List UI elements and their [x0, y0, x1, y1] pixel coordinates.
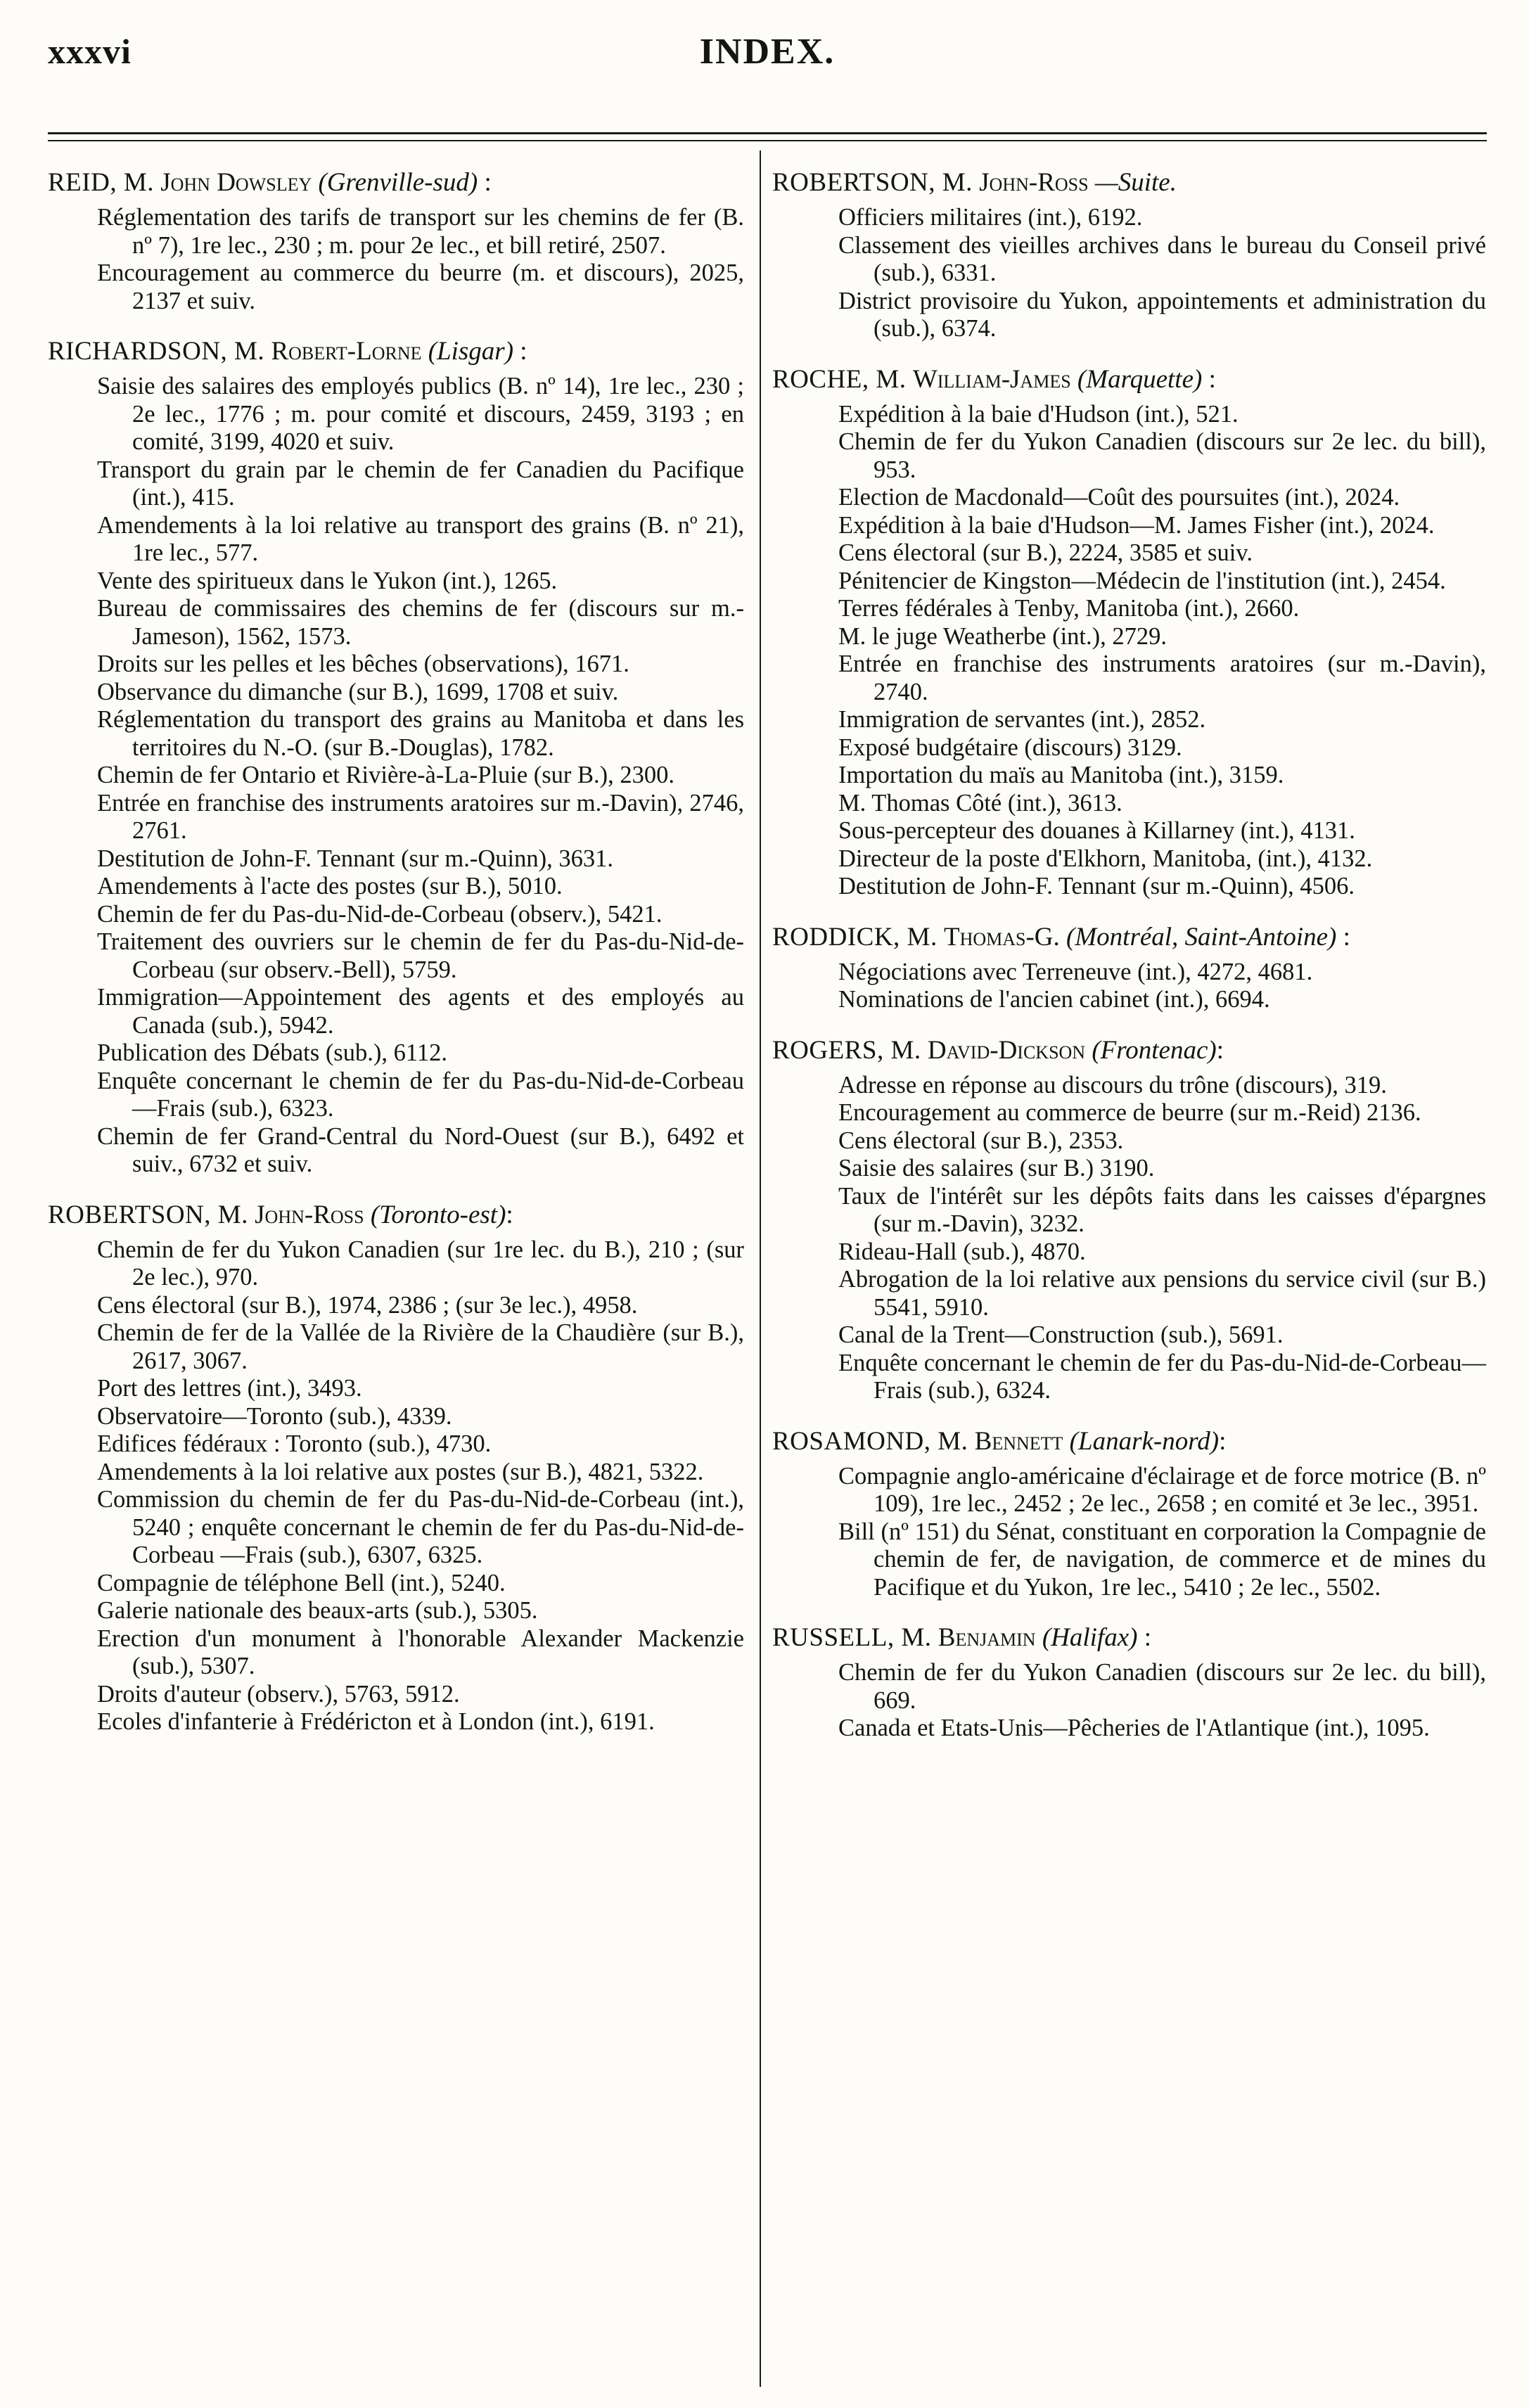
- entry-item-list: [772, 959, 1486, 1014]
- entry-heading-punctuation: :: [1219, 1426, 1227, 1456]
- entry-given-names: William-James: [912, 364, 1071, 394]
- index-item: Amendements à l'acte des postes (sur B.), 5010.: [97, 873, 563, 899]
- entry-item-list: [48, 373, 744, 1179]
- index-item: M. Thomas Côté (int.), 3613.: [838, 789, 1122, 816]
- entry-heading-punctuation: :: [1216, 1035, 1224, 1065]
- index-item: Erection d'un monument à l'honorable Alexander Mackenzie (sub.), 5307.: [97, 1625, 744, 1679]
- entry-heading-punctuation: :: [1336, 922, 1350, 952]
- index-item: Immigration de servantes (int.), 2852.: [838, 706, 1206, 733]
- index-item: Transport du grain par le chemin de fer Canadien du Pacifique (int.), 415.: [97, 456, 744, 511]
- index-item: Port des lettres (int.), 3493.: [97, 1375, 362, 1402]
- entry-riding: (Grenville-sud): [318, 168, 478, 197]
- index-item: Exposé budgétaire (discours) 3129.: [838, 734, 1182, 761]
- entry-given-names: Thomas-G.: [943, 922, 1060, 952]
- index-item: Officiers militaires (int.), 6192.: [838, 204, 1143, 231]
- index-entry: [48, 166, 744, 315]
- entry-heading: [772, 1425, 1486, 1459]
- entry-heading-punctuation: :: [1202, 364, 1216, 394]
- entry-surname: ROBERTSON, M.: [772, 168, 973, 197]
- entry-item-list: [772, 401, 1486, 901]
- entry-given-names: David-Dickson: [927, 1035, 1086, 1065]
- index-item: Droits sur les pelles et les bêches (observations), 1671.: [97, 651, 629, 677]
- entry-riding: (Toronto-est): [370, 1200, 506, 1229]
- entry-surname: RUSSELL, M.: [772, 1623, 932, 1652]
- index-item: Entrée en franchise des instruments aratoires (sur m.-Davin), 2740.: [838, 651, 1486, 705]
- entry-heading-punctuation: :: [506, 1200, 513, 1229]
- entry-riding: (Frontenac): [1092, 1035, 1217, 1065]
- entry-given-names: Benjamin: [938, 1623, 1036, 1652]
- index-item: Edifices fédéraux : Toronto (sub.), 4730.: [97, 1430, 492, 1457]
- index-item: Amendements à la loi relative aux postes (sur B.), 4821, 5322.: [97, 1458, 704, 1485]
- entry-heading: [48, 166, 744, 200]
- entry-heading: [772, 921, 1486, 954]
- index-entry: [772, 166, 1486, 343]
- index-item: Chemin de fer du Pas-du-Nid-de-Corbeau (observ.), 5421.: [97, 900, 663, 928]
- index-item: Destitution de John-F. Tennant (sur m.-Quinn), 3631.: [97, 845, 613, 872]
- entry-item-list: [772, 1659, 1486, 1743]
- entry-given-names: John-Ross: [255, 1200, 364, 1229]
- entry-heading-punctuation: :: [513, 337, 527, 366]
- entry-item-list: [772, 1072, 1486, 1405]
- index-item: Destitution de John-F. Tennant (sur m.-Quinn), 4506.: [838, 873, 1355, 899]
- index-item: Election de Macdonald—Coût des poursuites (int.), 2024.: [838, 484, 1400, 511]
- index-item: Classement des vieilles archives dans le bureau du Conseil privé (sub.), 6331.: [838, 231, 1486, 286]
- index-item: Observance du dimanche (sur B.), 1699, 1708 et suiv.: [97, 678, 619, 705]
- index-item: Immigration—Appointement des agents et des employés au Canada (sub.), 5942.: [97, 984, 744, 1039]
- index-item: Canal de la Trent—Construction (sub.), 5691.: [838, 1321, 1284, 1348]
- entry-given-names: Robert-Lorne: [271, 337, 422, 366]
- index-column-right: [772, 166, 1486, 1762]
- entry-riding: (Lanark-nord): [1069, 1426, 1220, 1456]
- index-item: Chemin de fer Grand-Central du Nord-Ouest (sur B.), 6492 et suiv., 6732 et suiv.: [97, 1122, 744, 1177]
- index-item: Compagnie anglo-américaine d'éclairage et de force motrice (B. nº 109), 1re lec., 2452 ; 2e lec., 2658 ; en comité et 3e lec., 3951.: [838, 1462, 1486, 1517]
- entry-surname: ROGERS, M.: [772, 1035, 921, 1065]
- index-item: Nominations de l'ancien cabinet (int.), 6694.: [838, 986, 1270, 1013]
- entry-heading-punctuation: :: [478, 168, 492, 197]
- index-item: Directeur de la poste d'Elkhorn, Manitoba, (int.), 4132.: [838, 845, 1373, 872]
- index-item: Expédition à la baie d'Hudson (int.), 521.: [838, 400, 1239, 428]
- index-item: Réglementation du transport des grains au Manitoba et dans les territoires du N.-O. (sur B.-Douglas), 1782.: [97, 706, 744, 761]
- entry-item-list: [772, 1463, 1486, 1602]
- entry-heading: [772, 1034, 1486, 1068]
- index-item: Pénitencier de Kingston—Médecin de l'institution (int.), 2454.: [838, 567, 1446, 594]
- index-item: Adresse en réponse au discours du trône (discours), 319.: [838, 1071, 1387, 1099]
- page-title: INDEX.: [699, 32, 836, 72]
- entry-surname: RICHARDSON, M.: [48, 337, 265, 366]
- index-item: Droits d'auteur (observ.), 5763, 5912.: [97, 1680, 460, 1708]
- index-item: Encouragement au commerce du beurre (m. et discours), 2025, 2137 et suiv.: [97, 260, 744, 314]
- index-item: Compagnie de téléphone Bell (int.), 5240.: [97, 1569, 506, 1596]
- index-item: Ecoles d'infanterie à Frédéricton et à London (int.), 6191.: [97, 1708, 655, 1735]
- index-item: Chemin de fer de la Vallée de la Rivière de la Chaudière (sur B.), 2617, 3067.: [97, 1319, 744, 1374]
- entry-given-names: John Dowsley: [160, 168, 312, 197]
- column-divider: [760, 150, 761, 2387]
- index-entry: [772, 1034, 1486, 1405]
- entry-heading: [772, 363, 1486, 397]
- entry-item-list: [772, 204, 1486, 343]
- index-item: Chemin de fer du Yukon Canadien (discours sur 2e lec. du bill), 953.: [838, 428, 1486, 483]
- page-number: xxxvi: [48, 32, 132, 71]
- index-item: Traitement des ouvriers sur le chemin de fer du Pas-du-Nid-de-Corbeau (sur observ.-Bell), 5759.: [97, 928, 744, 983]
- index-item: Bill (nº 151) du Sénat, constituant en corporation la Compagnie de chemin de fer, de navigation, de commerce et de mines du Pacifique et du Yukon, 1re lec., 5410 ; 2e lec., 5502.: [838, 1518, 1486, 1601]
- index-entry: [772, 1621, 1486, 1743]
- entry-heading: [48, 335, 744, 369]
- index-item: M. le juge Weatherbe (int.), 2729.: [838, 622, 1167, 650]
- index-entry: [772, 363, 1486, 901]
- entry-riding: (Montréal, Saint-Antoine): [1066, 922, 1337, 952]
- entry-given-names: John-Ross: [979, 168, 1089, 197]
- header-rule: [48, 132, 1487, 134]
- entry-heading: [772, 166, 1486, 200]
- entry-item-list: [48, 204, 744, 315]
- entry-riding: (Lisgar): [428, 337, 514, 366]
- index-item: Encouragement au commerce de beurre (sur m.-Reid) 2136.: [838, 1099, 1421, 1126]
- index-item: Expédition à la baie d'Hudson—M. James Fisher (int.), 2024.: [838, 511, 1435, 539]
- entry-heading: [48, 1198, 744, 1232]
- entry-riding: (Marquette): [1077, 364, 1203, 394]
- entry-surname: ROBERTSON, M.: [48, 1200, 248, 1229]
- entry-surname: REID, M.: [48, 168, 154, 197]
- index-item: Importation du maïs au Manitoba (int.), 3159.: [838, 762, 1284, 788]
- index-item: Commission du chemin de fer du Pas-du-Nid-de-Corbeau (int.), 5240 ; enquête concernant le chemin de fer du Pas-du-Nid-de-Corbeau —Frais (sub.), 6307, 6325.: [97, 1486, 744, 1568]
- index-item: Publication des Débats (sub.), 6112.: [97, 1039, 447, 1066]
- entry-surname: ROCHE, M.: [772, 364, 907, 394]
- index-item: Taux de l'intérêt sur les dépôts faits dans les caisses d'épargnes (sur m.-Davin), 3232.: [838, 1182, 1486, 1237]
- entry-riding: (Halifax): [1042, 1623, 1138, 1652]
- entry-heading: [772, 1621, 1486, 1655]
- index-item: Réglementation des tarifs de transport sur les chemins de fer (B. nº 7), 1re lec., 230 ; m. pour 2e lec., et bill retiré, 2507.: [97, 204, 744, 259]
- index-item: Cens électoral (sur B.), 1974, 2386 ; (sur 3e lec.), 4958.: [97, 1291, 638, 1319]
- page-header: [48, 31, 1487, 108]
- index-item: Enquête concernant le chemin de fer du Pas-du-Nid-de-Corbeau—Frais (sub.), 6324.: [838, 1349, 1486, 1404]
- index-entry: [48, 335, 744, 1179]
- index-entry: [48, 1198, 744, 1736]
- index-item: Saisie des salaires des employés publics (B. nº 14), 1re lec., 230 ; 2e lec., 1776 ; m. pour comité et discours, 2459, 3193 ; en comité, 3199, 4020 et suiv.: [97, 373, 744, 455]
- index-item: Amendements à la loi relative au transport des grains (B. nº 21), 1re lec., 577.: [97, 511, 744, 566]
- index-item: Bureau de commissaires des chemins de fer (discours sur m.-Jameson), 1562, 1573.: [97, 595, 744, 650]
- index-item: Canada et Etats-Unis—Pêcheries de l'Atlantique (int.), 1095.: [838, 1715, 1430, 1741]
- index-item: Saisie des salaires (sur B.) 3190.: [838, 1155, 1155, 1181]
- index-entry: [772, 921, 1486, 1014]
- entry-riding: —Suite.: [1094, 168, 1177, 197]
- header-rule-secondary: [48, 140, 1487, 141]
- index-item: Rideau-Hall (sub.), 4870.: [838, 1238, 1086, 1265]
- entry-surname: ROSAMOND, M.: [772, 1426, 968, 1456]
- index-item: Négociations avec Terreneuve (int.), 4272, 4681.: [838, 958, 1313, 985]
- index-item: Vente des spiritueux dans le Yukon (int.), 1265.: [97, 567, 558, 594]
- index-item: District provisoire du Yukon, appointements et administration du (sub.), 6374.: [838, 287, 1486, 342]
- index-item: Sous-percepteur des douanes à Killarney (int.), 4131.: [838, 817, 1355, 844]
- index-item: Terres fédérales à Tenby, Manitoba (int.), 2660.: [838, 595, 1300, 622]
- index-item: Observatoire—Toronto (sub.), 4339.: [97, 1402, 452, 1430]
- index-item: Cens électoral (sur B.), 2224, 3585 et suiv.: [838, 539, 1253, 566]
- entry-heading-punctuation: :: [1137, 1623, 1151, 1652]
- entry-item-list: [48, 1236, 744, 1736]
- index-item: Abrogation de la loi relative aux pensions du service civil (sur B.) 5541, 5910.: [838, 1266, 1486, 1321]
- index-item: Chemin de fer du Yukon Canadien (sur 1re lec. du B.), 210 ; (sur 2e lec.), 970.: [97, 1236, 744, 1291]
- index-item: Entrée en franchise des instruments aratoires sur m.-Davin), 2746, 2761.: [97, 789, 744, 844]
- entry-given-names: Bennett: [974, 1426, 1063, 1456]
- index-item: Chemin de fer Ontario et Rivière-à-La-Pluie (sur B.), 2300.: [97, 762, 675, 788]
- index-item: Chemin de fer du Yukon Canadien (discours sur 2e lec. du bill), 669.: [838, 1659, 1486, 1714]
- index-column-left: [48, 166, 744, 1756]
- index-entry: [772, 1425, 1486, 1602]
- index-item: Cens électoral (sur B.), 2353.: [838, 1127, 1124, 1154]
- entry-surname: RODDICK, M.: [772, 922, 938, 952]
- index-item: Enquête concernant le chemin de fer du Pas-du-Nid-de-Corbeau—Frais (sub.), 6323.: [97, 1067, 744, 1122]
- index-item: Galerie nationale des beaux-arts (sub.), 5305.: [97, 1597, 538, 1624]
